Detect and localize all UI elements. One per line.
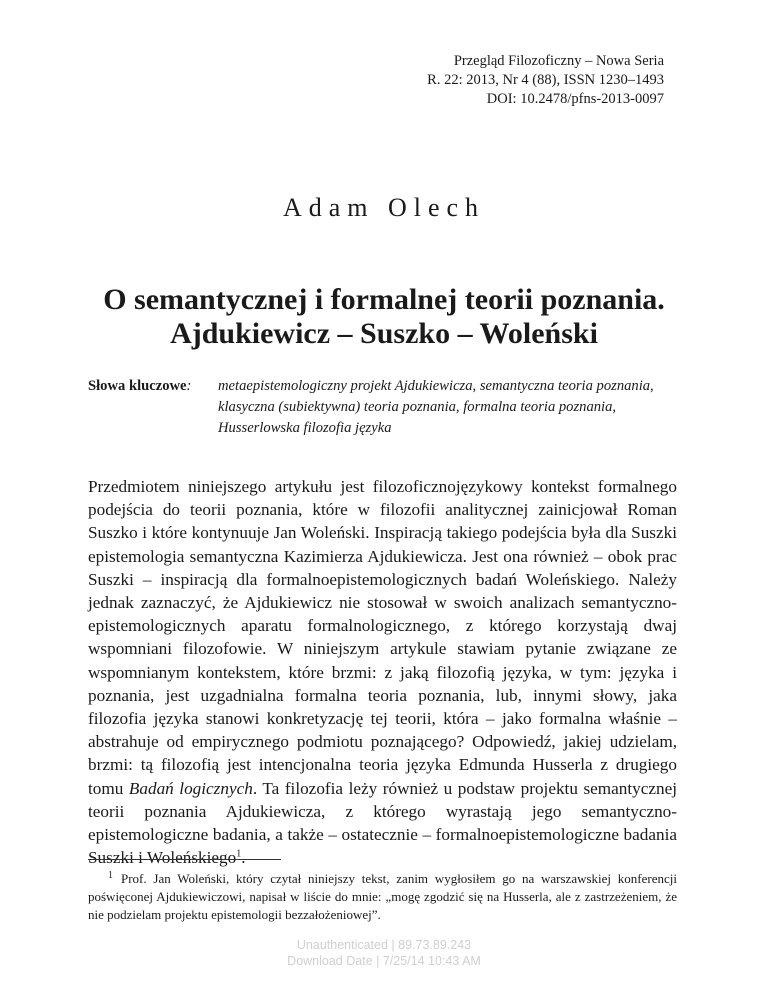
journal-volume: R. 22: 2013, Nr 4 (88), ISSN 1230–1493 [427,72,664,88]
title-line-2: Ajdukiewicz – Suszko – Woleński [170,317,598,350]
download-watermark [0,937,768,969]
italic-work-title: Badań logicznych [128,778,253,798]
journal-name: Przegląd Filozoficzny – Nowa Seria [453,53,664,69]
footnote-text: Prof. Jan Woleński, który czytał niniejszy tekst, zanim wygłosiłem go na warszawskiej konferencji poświęconej Ajdukiewiczowi, napisał w liście do mnie: „mogę zgodzić się na Husserla, ale z zastrzeżeniem, że nie podzielam projektu epistemologii bezzałożeniowej”. [88,871,677,922]
footnote-reference[interactable]: 1 [236,848,242,860]
footnote [88,870,677,924]
body-end: . [241,848,246,868]
journal-doi: DOI: 10.2478/pfns-2013-0097 [486,91,664,107]
body-paragraph [88,475,677,869]
article-title [60,283,708,351]
keywords-text: metaepistemologiczny projekt Ajdukiewicza, semantyczna teoria poznania, klasyczna (subiektywna) teoria poznania, formalna teoria poznania, Husserlowska filozofia języka [218,378,654,436]
footnote-mark: 1 [108,869,113,881]
footnote-divider [88,859,281,860]
keywords-colon: : [186,378,192,394]
journal-header [427,52,664,109]
watermark-line-2: Download Date | 7/25/14 10:43 AM [287,954,481,968]
author-name: Adam Olech [282,193,486,222]
body-part-2: . Ta filozofia leży również u podstaw projektu semantycznej teorii poznania Ajdukiewicza, z którego wyrastają jego semantyczno-epistemologiczne badania, a także – ostatecznie – formalnoepistemologiczne badania Suszki i Woleńskiego [88,778,677,868]
watermark-line-1: Unauthenticated | 89.73.89.243 [296,938,472,952]
keywords-block [88,376,678,439]
keywords-label [88,376,218,397]
body-part-1: Przedmiotem niniejszego artykułu jest filozoficznojęzykowy kontekst formalnego podejścia do teorii poznania, które w filozofii analitycznej zainicjował Roman Suszko i które kontynuuje Jan Woleński. Inspiracją takiego podejścia była dla Suszki epistemologia semantyczna Kazimierza Ajdukiewicza. Jest ona również – obok prac Suszki – inspiracją dla formalnoepistemologicznych badań Woleńskiego. Należy jednak zaznaczyć, że Ajdukiewicz nie stosował w swoich analizach semantyczno-epistemologicznych aparatu formalnologicznego, z którego korzystają dwaj wspomniani filozofowie. W niniejszym artykule stawiam pytanie związane ze wspomnianym kontekstem, które brzmi: z jaką filozofią języka, w tym: języka i poznania, jest uzgadnialna formalna teoria poznania, lub, innymi słowy, jaka filozofia języka stanowi konkretyzację tej teorii, która – jako formalna właśnie – abstrahuje od empirycznego podmiotu poznającego? Odpowiedź, jakiej udzielam, brzmi: tą filozofią jest intencjonalna teoria języka Edmunda Husserla z drugiego tomu [88,477,677,798]
title-line-1: O semantycznej i formalnej teorii poznania. [103,283,665,316]
keywords-label-text: Słowa kluczowe [88,378,187,394]
